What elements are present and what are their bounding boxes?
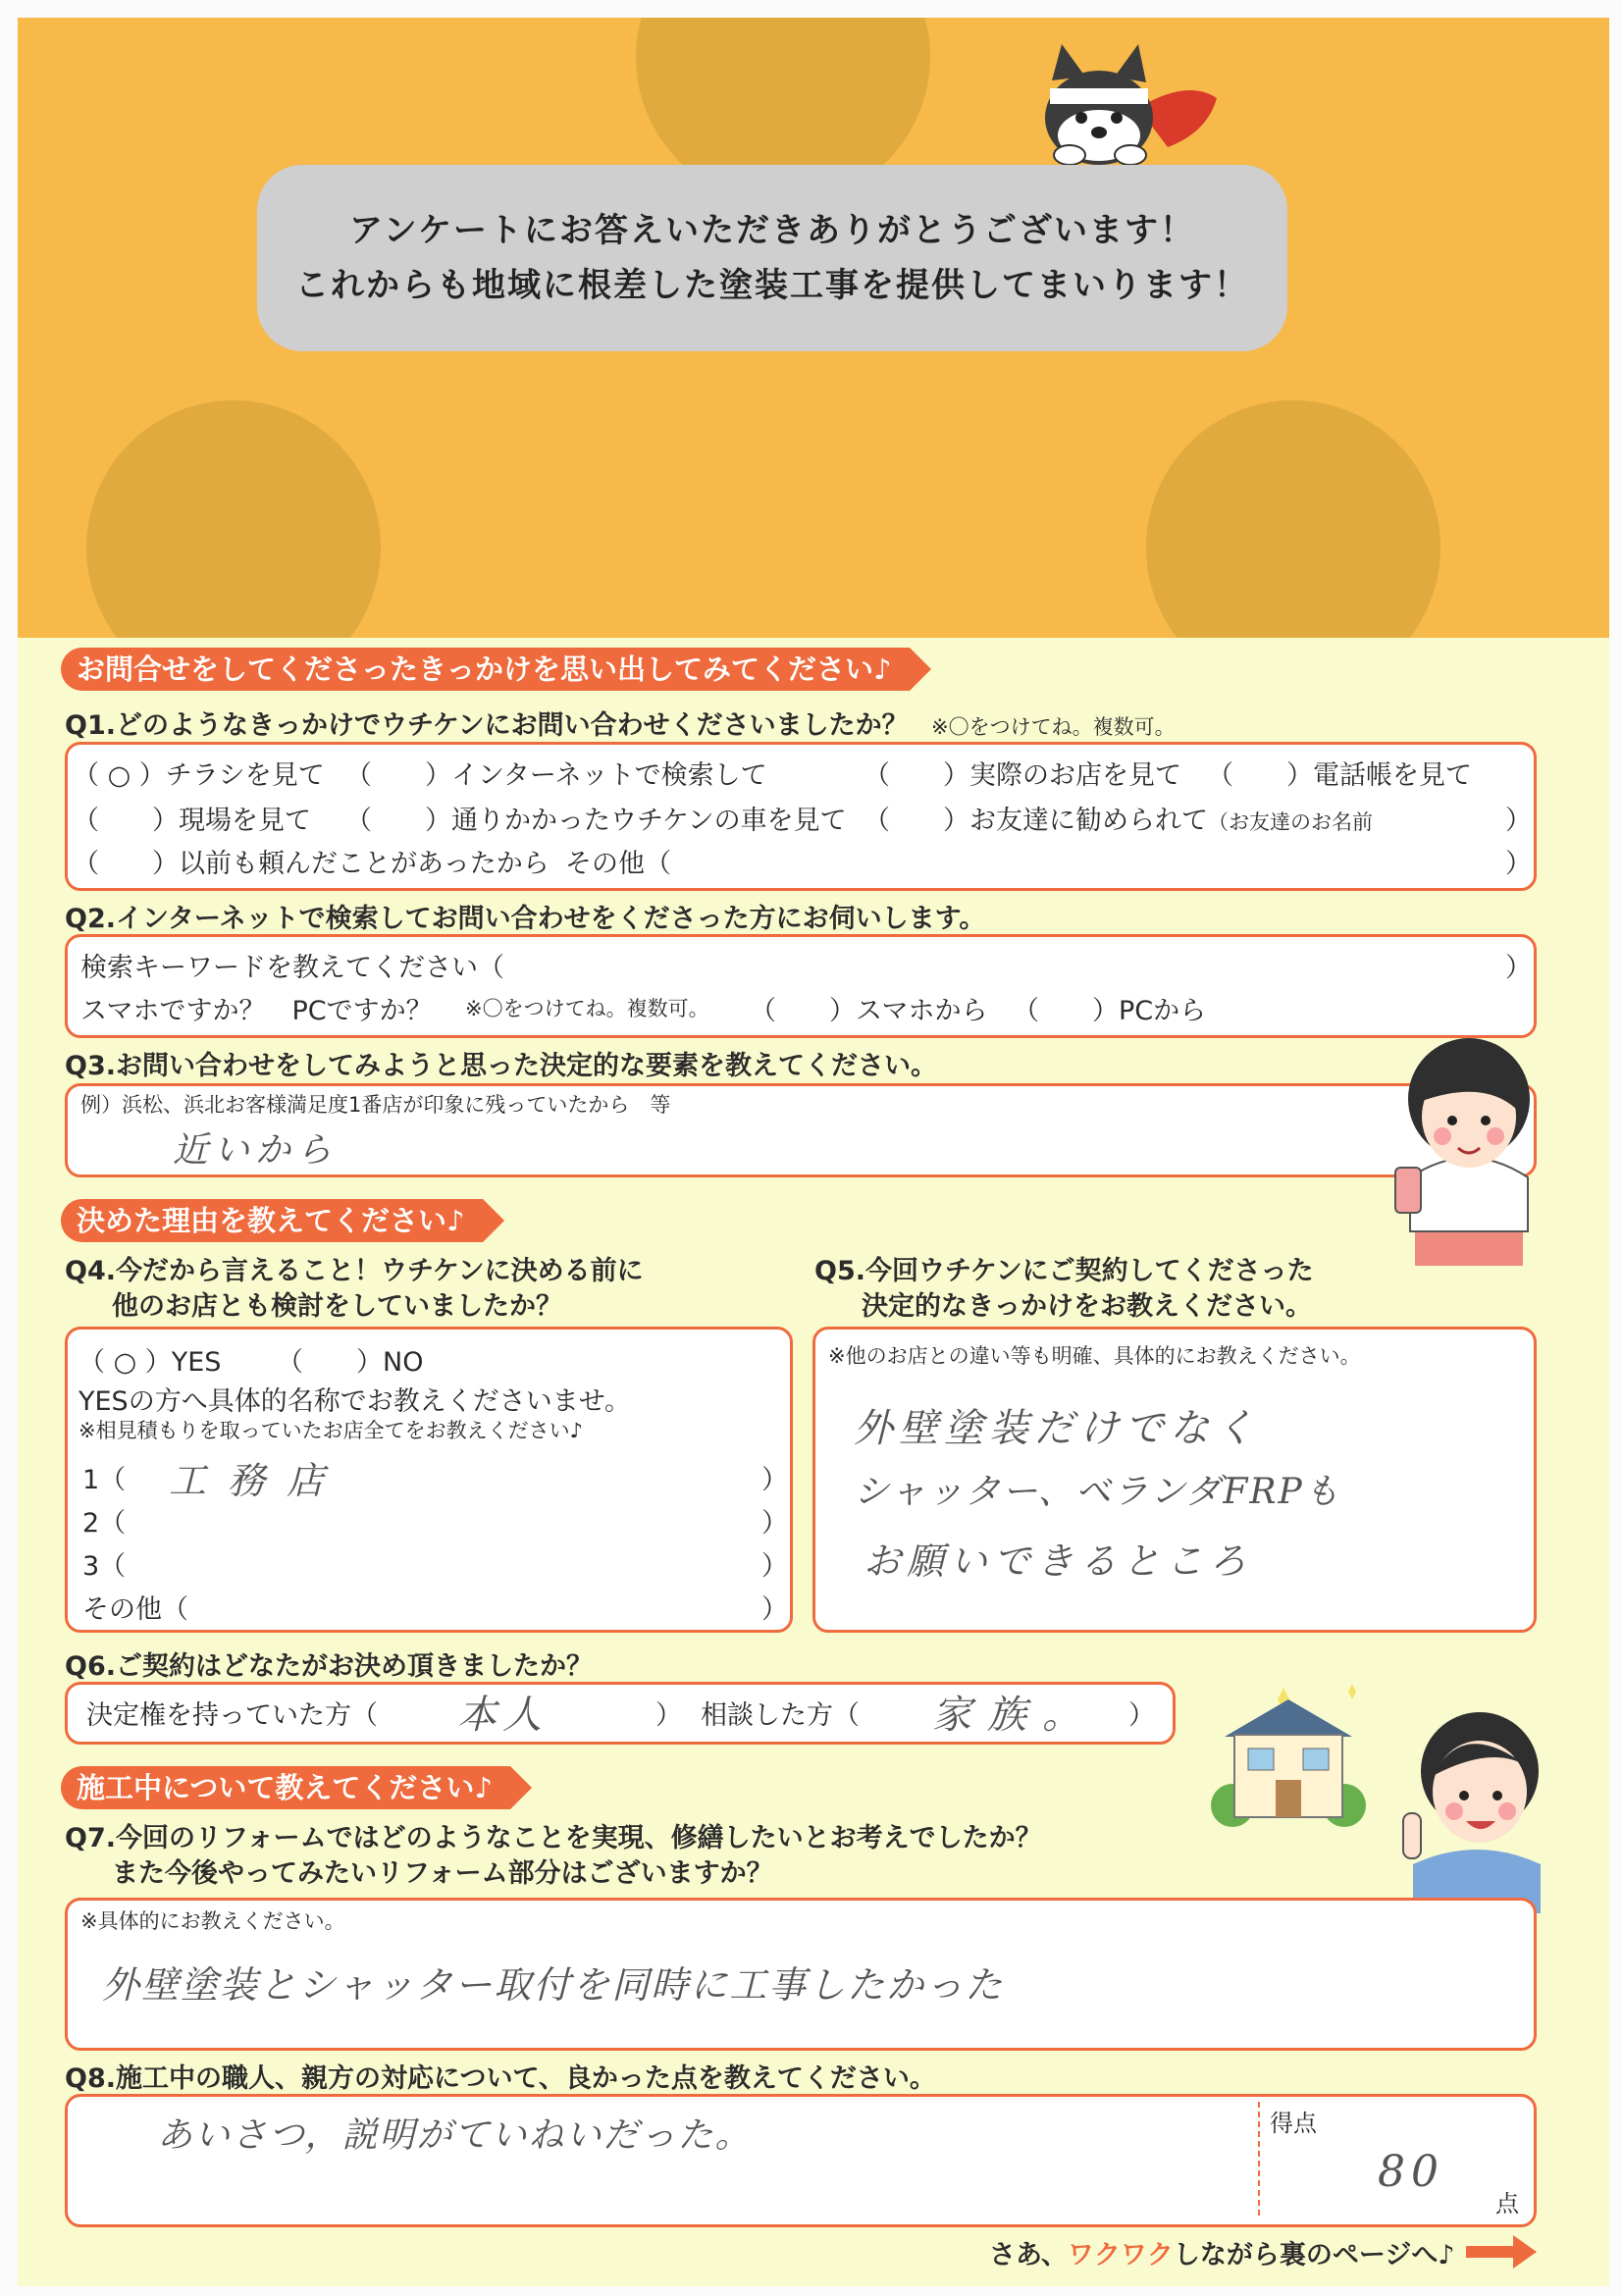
q4-row-2-label: 2（: [82, 1508, 127, 1539]
q1-option-site-label: 現場を見て: [179, 806, 311, 836]
q4-detail-label: YESの方へ具体的名称でお教えくださいませ。: [79, 1386, 631, 1417]
q1-option-store-label: 実際のお店を見て: [969, 760, 1181, 791]
score-label: 得点: [1270, 2110, 1317, 2137]
q1-option-friend-label: お友達に勧められて: [969, 806, 1208, 836]
q1-option-car-mark: （ ）: [345, 806, 451, 836]
q7-title-line-2: また今後やってみたいリフォーム部分はございますか？: [112, 1858, 773, 1889]
q3-title: Q3.お問い合わせをしてみようと思った決定的な要素を教えてください。: [65, 1051, 937, 1081]
q5-answer-line-2: シャッター、ベランダFRPも: [854, 1472, 1341, 1512]
arrow-right-icon[interactable]: [1466, 2235, 1537, 2269]
q4-option-yes-mark: （ ○ ）: [79, 1347, 172, 1378]
q4-option-no[interactable]: [277, 1340, 423, 1379]
q6-consult-label: 相談した方（: [701, 1700, 860, 1731]
q3-handwritten-answer: 近いから: [173, 1130, 339, 1171]
q8-handwritten-answer: あいさつ，説明がていねいだった。: [157, 2115, 753, 2156]
q1-other-close: ）: [1505, 849, 1532, 879]
decor-circle: [1146, 400, 1440, 638]
q2-option-pc-mark: （ ）: [1013, 996, 1119, 1026]
score-divider: [1258, 2102, 1260, 2216]
thanks-line-2: これからも地域に根差した塗装工事を提供してまいります！: [295, 266, 1249, 305]
q1-option-other[interactable]: その他（: [565, 849, 671, 879]
q6-decider-answer: 本人: [457, 1693, 548, 1738]
q1-title: [65, 704, 1176, 742]
q7-title: [65, 1821, 1042, 1892]
q4-row-other-close: ）: [761, 1594, 788, 1625]
q2-note: ※〇をつけてね。複数可。: [465, 997, 709, 1020]
q4-title-line-1: Q4.今だから言えること！ウチケンに決める前に: [65, 1256, 644, 1286]
section-heading-construction: 施工中について教えてください♪: [61, 1766, 510, 1809]
footer-next-page: [989, 2233, 1455, 2271]
q1-option-store-mark: （ ）: [864, 760, 969, 791]
q1-note: ※〇をつけてね。複数可。: [930, 715, 1176, 739]
decor-circle: [86, 400, 381, 638]
q4-title-line-2: 他のお店とも検討をしていましたか？: [112, 1291, 562, 1322]
q1-option-internet-mark: （ ）: [345, 760, 451, 791]
q1-option-friend-mark: （ ）: [864, 806, 969, 836]
footer-post: しながら裏のページへ♪: [1173, 2240, 1455, 2270]
q1-option-flyer-mark: （ ○ ）: [73, 760, 166, 791]
woman-illustration: [1386, 1030, 1552, 1266]
q4-title: [65, 1254, 644, 1325]
thanks-line-1: アンケートにお答えいただきありがとうございます！: [349, 211, 1195, 250]
q4-option-yes[interactable]: [79, 1340, 221, 1379]
q4-option-yes-label: YES: [171, 1347, 222, 1378]
q1-option-friend[interactable]: [864, 799, 1373, 837]
q1-option-phonebook-label: 電話帳を見て: [1313, 760, 1472, 791]
q4-row-3-close: ）: [761, 1551, 788, 1582]
section-heading-reason: 決めた理由を教えてください♪: [61, 1199, 483, 1242]
q2-option-smartphone-mark: （ ）: [750, 996, 856, 1026]
q7-title-line-1: Q7.今回のリフォームではどのようなことを実現、修繕したいとお考えでしたか？: [65, 1823, 1042, 1853]
q2-keyword-label: 検索キーワードを教えてください（: [80, 953, 504, 983]
q2-title: Q2.インターネットで検索してお問い合わせをくださった方にお伺いします。: [65, 904, 986, 934]
q5-answer-line-1: 外壁塗装だけでなく: [854, 1406, 1260, 1451]
q7-handwritten-answer: 外壁塗装とシャッター取付を同時に工事したかった: [102, 1963, 1005, 2007]
q5-title-line-2: 決定的なきっかけをお教えください。: [862, 1291, 1312, 1322]
q1-friend-name-label: （お友達のお名前: [1208, 810, 1373, 834]
q6-title: Q6.ご契約はどなたがお決め頂きましたか？: [65, 1651, 593, 1682]
footer-pre: さあ、: [989, 2240, 1068, 2270]
q4-row-1-label: 1（: [82, 1465, 127, 1495]
q6-decider-label: 決定権を持っていた方（: [86, 1700, 378, 1731]
footer-accent: ワクワク: [1067, 2240, 1174, 2270]
q1-option-site-mark: （ ）: [73, 806, 179, 836]
q1-option-repeat-mark: （ ）: [73, 849, 179, 879]
q7-note: ※具体的にお教えください。: [80, 1909, 345, 1933]
q3-example: 例）浜松、浜北お客様満足度1番店が印象に残っていたから 等: [80, 1093, 671, 1117]
q1-option-repeat-label: 以前も頼んだことがあったから: [179, 849, 550, 879]
q2-option-smartphone[interactable]: [750, 989, 987, 1027]
q1-option-car[interactable]: [345, 799, 847, 837]
q1-friend-close: ）: [1505, 806, 1532, 836]
dog-mascot-illustration: [1021, 39, 1227, 167]
q1-option-flyer[interactable]: [73, 754, 325, 792]
score-value: 80: [1378, 2147, 1444, 2197]
q4-option-no-label: NO: [383, 1347, 424, 1378]
q2-device-label: スマホですか？ PCですか？: [80, 996, 433, 1026]
q1-option-site[interactable]: [73, 799, 311, 837]
q1-option-car-label: 通りかかったウチケンの車を見て: [451, 806, 847, 836]
q5-title: [814, 1254, 1314, 1325]
q1-option-internet[interactable]: [345, 754, 767, 792]
q5-answer-line-3: お願いできるところ: [864, 1539, 1253, 1583]
q4-note: ※相見積もりを取っていたお店全てをお教えください♪: [79, 1419, 583, 1442]
q6-consult-answer: 家族。: [932, 1693, 1097, 1738]
q6-decider-close: ）: [655, 1700, 682, 1731]
q4-row-other-label: その他（: [82, 1594, 188, 1625]
q4-option-no-mark: （ ）: [277, 1347, 383, 1378]
q2-option-pc-label: PCから: [1119, 996, 1207, 1026]
q1-option-internet-label: インターネットで検索して: [451, 760, 767, 791]
man-illustration: [1393, 1697, 1560, 1913]
q6-consult-close: ）: [1128, 1700, 1155, 1731]
q1-title-text: Q1.どのようなきっかけでウチケンにお問い合わせくださいましたか？: [65, 710, 909, 741]
q2-keyword-close: ）: [1505, 953, 1532, 983]
q4-row-3-label: 3（: [82, 1551, 127, 1582]
q4-row-2-close: ）: [761, 1508, 788, 1539]
section-heading-inquiry: お問合せをしてくださったきっかけを思い出してみてください♪: [61, 648, 910, 691]
q8-title: Q8.施工中の職人、親方の対応について、良かった点を教えてください。: [65, 2063, 936, 2094]
q2-option-pc[interactable]: [1013, 989, 1206, 1027]
q5-note: ※他のお店との違い等も明確、具体的にお教えください。: [828, 1344, 1361, 1368]
q5-title-line-1: Q5.今回ウチケンにご契約してくださった: [814, 1256, 1314, 1286]
q2-option-smartphone-label: スマホから: [856, 996, 988, 1026]
q1-option-store[interactable]: [864, 754, 1181, 792]
thanks-banner: [257, 165, 1287, 351]
house-illustration: [1205, 1678, 1372, 1835]
q1-option-repeat[interactable]: [73, 842, 550, 880]
q1-option-flyer-label: チラシを見て: [165, 760, 325, 791]
q1-option-phonebook-mark: （ ）: [1207, 760, 1313, 791]
q1-option-phonebook[interactable]: [1207, 754, 1472, 792]
q4-row-1-answer: 工務店: [169, 1459, 346, 1502]
q4-row-1-close: ）: [761, 1465, 788, 1495]
score-unit: 点: [1495, 2190, 1519, 2218]
